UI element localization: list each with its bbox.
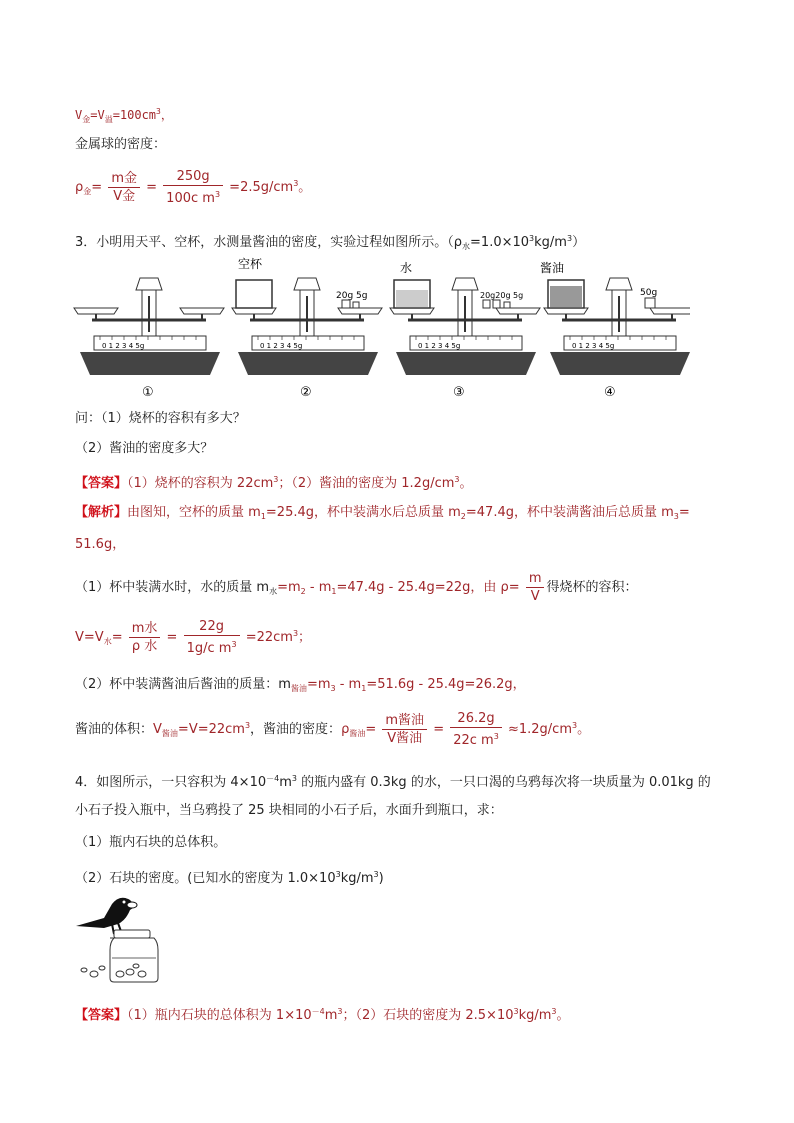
answer-4: 【答案】（1）瓶内石块的总体积为 $1\times 10^{-4}m^3$；（2）石块的密度为 $2.5\times 10^3kg/m^3$。 <box>75 1007 570 1023</box>
ask-2: （2）酱油的密度多大？ <box>75 441 214 456</box>
part-1: （1）杯中装满水时，水的质量 $m_水=m_2 - m_1=47.4g - 25.4g=22g$，由 ρ= $\frac{m}{V}$ 得烧杯的容积： <box>75 571 638 604</box>
weights-4: 50g <box>640 288 658 298</box>
density-heading: 金属球的密度： <box>75 137 167 152</box>
label-empty-cup: 空杯 <box>238 257 263 271</box>
scale-2: 0 1 2 3 4 5g <box>260 342 303 350</box>
part-2: （2）杯中装满酱油后酱油的质量：$m_{酱油}=m_3 - m_1=51.6g - 25.4g=26.2g$， <box>75 677 526 693</box>
question-4-line2: 小石子投入瓶中，当乌鸦投了 25 块相同的小石子后，水面升到瓶口，求： <box>75 803 503 818</box>
scale-3: 0 1 2 3 4 5g <box>418 342 461 350</box>
weights-2: 20g 5g <box>336 291 368 301</box>
fig-num-1: ① <box>142 385 154 400</box>
question-3: 3．小明用天平、空杯，水测量酱油的密度，实验过程如图所示。$(\rho_水=1.0\times 10^3kg/m^3)$ <box>75 234 586 251</box>
volume-line: $V_金=V_溢=100cm^3$， <box>75 107 173 124</box>
answer-3: 【答案】（1）烧杯的容积为 $22cm^3$；（2）酱油的密度为 $1.2g/cm^3$。 <box>75 475 473 491</box>
scale-4: 0 1 2 3 4 5g <box>572 342 615 350</box>
fig-num-2: ② <box>300 385 312 400</box>
fig-num-3: ③ <box>453 385 465 400</box>
scale-1: 0 1 2 3 4 5g <box>102 342 145 350</box>
question-4-sub2: （2）石块的密度。(已知水的密度为 $1.0\times 10^3kg/m^3$) <box>75 870 384 886</box>
question-4-sub1: （1）瓶内石块的总体积。 <box>75 835 227 850</box>
solution-3: 【解析】由图知，空杯的质量 $m_1=25.4g$，杯中装满水后总质量 $m_2=47.4g$，杯中装满酱油后总质量 $m_3=$ <box>75 505 690 521</box>
crow-bottle-figure <box>74 890 174 985</box>
solution-3-cont: 51.6g， <box>75 537 126 552</box>
volume-calc: $V=V_水=$ $\frac{\text{m水}}{\text{ρ 水}}$ = $\frac{22g}{1g/c m^3}$ $=22cm^3$； <box>75 619 312 656</box>
question-4: 4．如图所示，一只容积为 $4\times 10^{-4}m^3$ 的瓶内盛有 0.3kg 的水，一只口渴的乌鸦每次将一块质量为 0.01kg 的 <box>75 774 711 790</box>
label-water: 水 <box>400 261 413 275</box>
balance-figure <box>70 250 690 400</box>
label-soy-sauce: 酱油 <box>540 261 565 275</box>
weights-3: 20g20g 5g <box>480 291 524 300</box>
fig-num-4: ④ <box>604 385 616 400</box>
soy-density-calc: 酱油的体积：$V_{酱油}=V=22cm^3$，酱油的密度：$\rho_{酱油}=$ $\frac{\text{m酱油}}{\text{V酱油}}$ = $\frac{26.2g}{22c m^3}$ $\approx 1.2g/cm^3$。 <box>75 711 591 748</box>
ask-1: 问：（1）烧杯的容积有多大？ <box>75 411 246 426</box>
density-formula: $\rho_金=$ $\frac{\text{m金}}{\text{V金}}$ = $\frac{250g}{100c m^3}$ $=2.5g/cm^3$。 <box>75 169 312 206</box>
